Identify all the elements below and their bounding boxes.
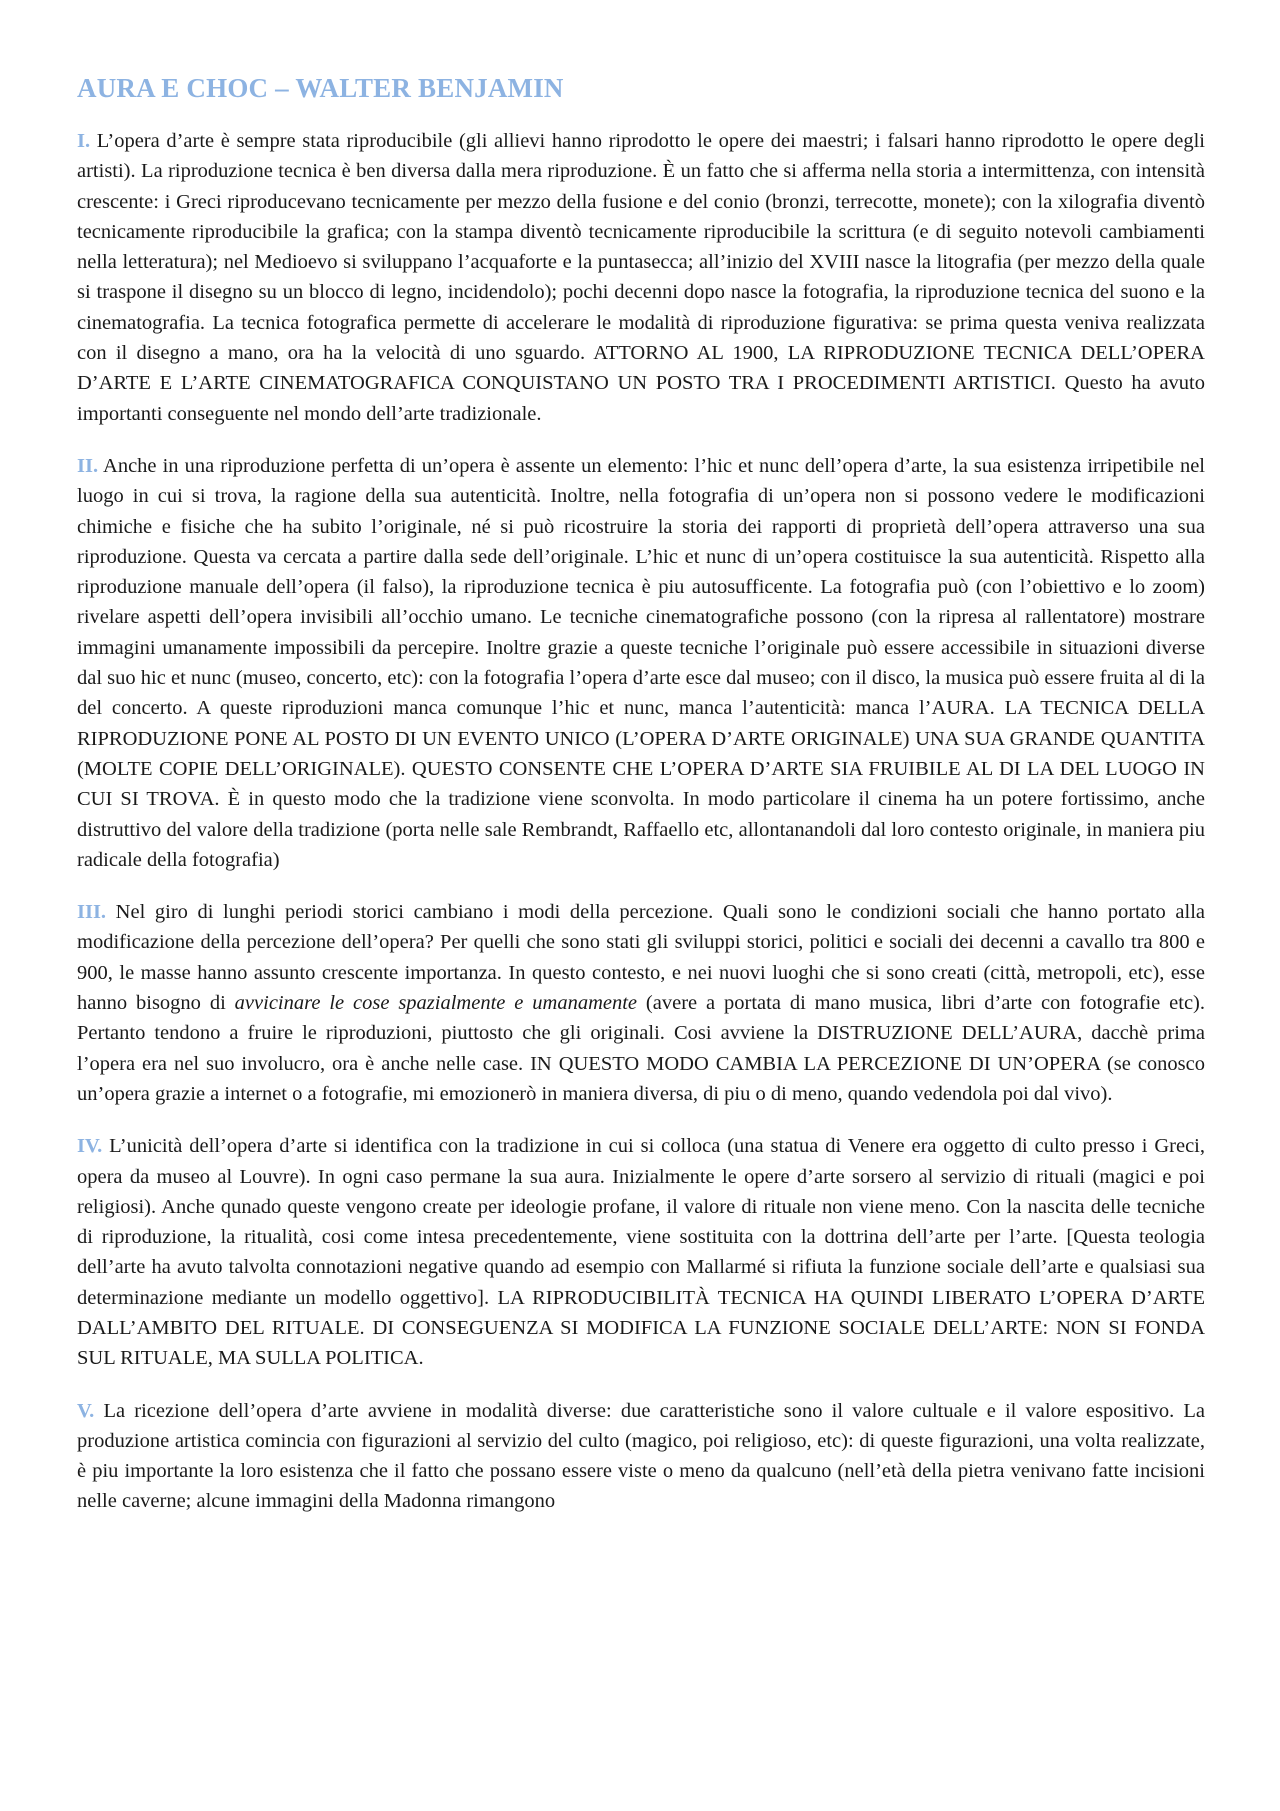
section-text: L’unicità dell’opera d’arte si identifica con la tradizione in cui si colloca (una statua di Venere era oggetto di culto presso i Greci, opera da museo al Louvre). In ogni caso permane la sua aura. Inizialmente le opere d’arte sorsero al servizio di rituali (magici e poi religiosi). Anche qunado queste vengono create per ideologie profane, il valore di rituale non viene meno. Con la nascita delle tecniche di riproduzione, la ritualità, cosi come intesa precedentemente, viene sostituita con la dottrina dell’arte per l’arte. [Questa teologia dell’arte ha avuto talvolta connotazioni negative quando ad esempio con Mallarmé si rifiuta la funzione sociale dell’arte e qualsiasi sua determinazione mediante un modello oggettivo]. LA RIPRODUCIBILITÀ TECNICA HA QUINDI LIBERATO L’OPERA D’ARTE DALL’AMBITO DEL RITUALE. DI CONSEGUENZA SI MODIFICA LA FUNZIONE SOCIALE DELL’ARTE: NON SI FONDA SUL RITUALE, MA SULLA POLITICA. — [77, 1135, 1205, 1370]
section-text-after: (avere a portata di mano musica, libri d’arte con fotografie etc). Pertanto tendono a fruire le riproduzioni, piuttosto che gli originali. Cosi avviene la DISTRUZIONE DELL’AURA, dacchè prima l’opera era nel suo involucro, ora è anche nelle case. IN QUESTO MODO CAMBIA LA PERCEZIONE DI UN’OPERA (se conosco un’opera grazie a internet o a fotografie, mi emozionerò in maniera diversa, di piu o di meno, quando vedendola poi dal vivo). — [77, 992, 1206, 1105]
section-paragraph — [77, 897, 1205, 1109]
document-title: AURA E CHOC – WALTER BENJAMIN — [77, 73, 564, 103]
section-text: L’opera d’arte è sempre stata riproducibile (gli allievi hanno riprodotto le opere dei maestri; i falsari hanno riprodotto le opere degli artisti). La riproduzione tecnica è ben diversa dalla mera riproduzione. È un fatto che si afferma nella storia a intermittenza, con intensità crescente: i Greci riproducevano tecnicamente per mezzo della fusione e del conio (bronzi, terrecotte, monete); con la xilografia diventò tecnicamente riproducibile la grafica; con la stampa diventò tecnicamente riproducibile la scrittura (e di seguito notevoli cambiamenti nella letteratura); nel Medioevo si sviluppano l’acquaforte e la puntasecca; all’inizio del XVIII nasce la litografia (per mezzo della quale si traspone il disegno su un blocco di legno, incidendolo); pochi decenni dopo nasce la fotografia, la riproduzione tecnica del suono e la cinematografia. La tecnica fotografica permette di accelerare le modalità di riproduzione figurativa: se prima questa veniva realizzata con il disegno a mano, ora ha la velocità di uno sguardo. ATTORNO AL 1900, LA RIPRODUZIONE TECNICA DELL’OPERA D’ARTE E L’ARTE CINEMATOGRAFICA CONQUISTANO UN POSTO TRA I PROCEDIMENTI ARTISTICI. Questo ha avuto importanti conseguente nel mondo dell’arte tradizionale. — [77, 130, 1205, 425]
section-paragraph — [77, 126, 1205, 429]
section-numeral: II. — [77, 454, 99, 477]
section-text-before: Nel giro di lunghi periodi storici cambiano i modi della percezione. Quali sono le condizioni sociali che hanno portato alla modificazione della percezione dell’opera? Per quelli che sono stati gli sviluppi storici, politici e sociali dei decenni a cavallo tra 800 e 900, le masse hanno assunto crescente importanza. In questo contesto, e nei nuovi luoghi che si sono creati (città, metropoli, etc), esse hanno bisogno di — [77, 901, 1205, 1015]
section-numeral: V. — [77, 1399, 95, 1422]
section-1 — [77, 126, 1205, 429]
section-paragraph — [77, 451, 1205, 875]
section-4 — [77, 1131, 1205, 1373]
section-3 — [77, 897, 1205, 1109]
section-numeral: I. — [77, 130, 91, 152]
section-text-italic: avvicinare le cose spazialmente e umanamente — [234, 992, 638, 1015]
section-numeral: IV. — [77, 1135, 103, 1158]
section-text: La ricezione dell’opera d’arte avviene in modalità diverse: due caratteristiche sono il valore cultuale e il valore espositivo. La produzione artistica comincia con figurazioni al servizio del culto (magico, poi religioso, etc): di queste figurazioni, una volta realizzate, è piu importante la loro esistenza che il fatto che possano essere viste o meno da qualcuno (nell’età della pietra venivano fatte incisioni nelle caverne; alcune immagini della Madonna rimangono — [77, 1399, 1205, 1513]
section-5 — [77, 1396, 1205, 1517]
section-numeral: III. — [77, 901, 107, 924]
section-text: Anche in una riproduzione perfetta di un’opera è assente un elemento: l’hic et nunc dell’opera d’arte, la sua esistenza irripetibile nel luogo in cui si trova, la ragione della sua autenticità. Inoltre, nella fotografia di un’opera non si possono vedere le modificazioni chimiche e fisiche che ha subito l’originale, né si può ricostruire la storia dei rapporti di proprietà dell’opera attraverso una sua riproduzione. Questa va cercata a partire dalla sede dell’originale. L’hic et nunc di un’opera costituisce la sua autenticità. Rispetto alla riproduzione manuale dell’opera (il falso), la riproduzione tecnica è piu autosufficente. La fotografia può (con l’obiettivo e lo zoom) rivelare aspetti dell’opera invisibili all’occhio umano. Le tecniche cinematografiche possono (con la ripresa al rallentatore) mostrare immagini umanamente impossibili da percepire. Inoltre grazie a queste tecniche l’originale può essere accessibile in situazioni diverse dal suo hic et nunc (museo, concerto, etc): con la fotografia l’opera d’arte esce dal museo; con il disco, la musica può essere fruita al di la del concerto. A queste riproduzioni manca comunque l’hic et nunc, manca l’autenticità: manca l’AURA. LA TECNICA DELLA RIPRODUZIONE PONE AL POSTO DI UN EVENTO UNICO (L’OPERA D’ARTE ORIGINALE) UNA SUA GRANDE QUANTITA (MOLTE COPIE DELL’ORIGINALE). QUESTO CONSENTE CHE L’OPERA D’ARTE SIA FRUIBILE AL DI LA DEL LUOGO IN CUI SI TROVA. È in questo modo che la tradizione viene sconvolta. In modo particolare il cinema ha un potere fortissimo, anche distruttivo del valore della tradizione (porta nelle sale Rembrandt, Raffaello etc, allontanandoli dal loro contesto originale, in maniera piu radicale della fotografia) — [77, 454, 1205, 871]
section-2 — [77, 451, 1205, 875]
document-page — [77, 70, 1205, 1539]
section-paragraph — [77, 1131, 1205, 1373]
section-paragraph — [77, 1396, 1205, 1517]
